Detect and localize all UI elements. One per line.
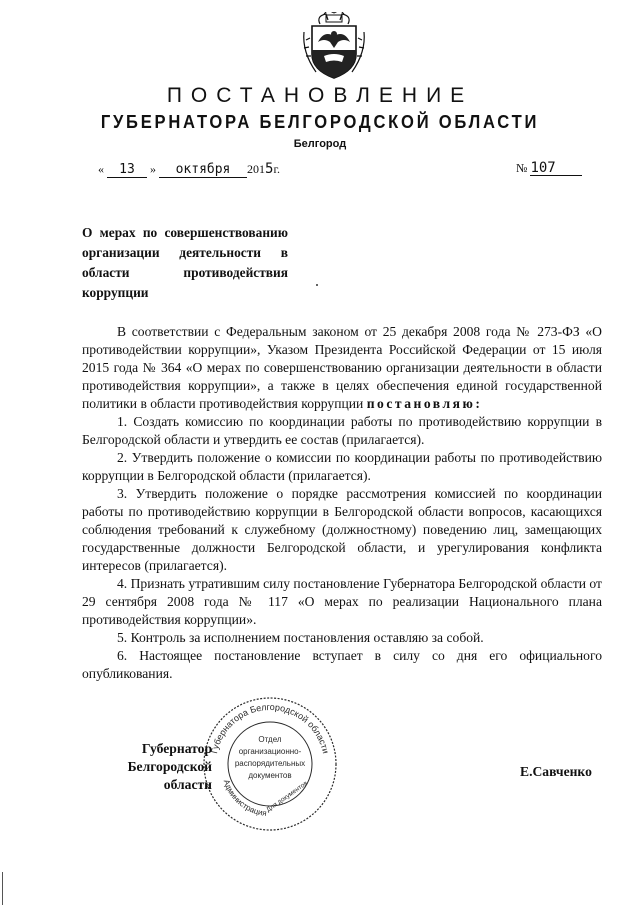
document-number bbox=[516, 161, 582, 176]
item-paragraph: 2. Утвердить положение о комиссии по координации работы по противодействию коррупции в Белгородской области (прилагается). bbox=[82, 450, 602, 483]
number-sign: № bbox=[516, 161, 528, 175]
date-month: октября bbox=[159, 163, 247, 178]
stamp-line: распорядительных bbox=[234, 759, 306, 768]
issuer-heading: ГУБЕРНАТОРА БЕЛГОРОДСКОЙ ОБЛАСТИ bbox=[100, 112, 540, 132]
date-day: 13 bbox=[107, 163, 147, 178]
date-year-digit: 5 bbox=[265, 161, 274, 177]
signatory-name: Е.Савченко bbox=[520, 764, 592, 779]
stamp-outer-text-bottom: Администрация bbox=[221, 778, 268, 818]
date-year-suffix: г. bbox=[273, 162, 281, 176]
office-stamp bbox=[200, 694, 340, 834]
resolve-word: постановляю: bbox=[366, 396, 483, 411]
document-body bbox=[82, 323, 602, 683]
preamble-paragraph bbox=[82, 323, 602, 413]
date-line bbox=[98, 161, 280, 178]
item-paragraph: 4. Признать утратившим силу постановление Губернатора Белгородской области от 29 сентября 2008 года № 117 «О мерах по реализации Национального плана противодействия коррупции». bbox=[82, 576, 602, 627]
document-title: О мерах по совершенствованию организации деятельности в области противодействия коррупции bbox=[82, 225, 288, 300]
item-paragraph: 3. Утвердить положение о порядке рассмотрения комиссией по координации работы по противодействию коррупции в Белгородской области вопросов, касающихся соблюдения требований к служебному (должностному) поведению лиц, замещающих государственные должности Белгородской области, и урегулирования конфликта интересов (прилагается). bbox=[82, 486, 602, 573]
preamble-text: В соответствии с Федеральным законом от 25 декабря 2008 года № 273-ФЗ «О противодействии коррупции», Указом Президента Российской Федерации от 15 июля 2015 года № 364 «О мерах по совершенствованию организации деятельности в области противодействия коррупции», а также в целях обеспечения единой государственной политики в области противодействия коррупции bbox=[82, 324, 602, 411]
stamp-line: организационно- bbox=[238, 747, 302, 756]
city-label: Белгород bbox=[293, 138, 347, 150]
stamp-bottom-text: Для документов bbox=[265, 779, 310, 814]
margin-mark bbox=[2, 872, 3, 905]
stamp-line: Отдел bbox=[258, 735, 282, 744]
item-paragraph: 6. Настоящее постановление вступает в силу со дня его официального опубликования. bbox=[82, 648, 602, 681]
number-value: 107 bbox=[530, 161, 582, 176]
stamp-line: документов bbox=[248, 771, 292, 780]
stray-dot bbox=[316, 284, 318, 286]
document-type-heading: ПОСТАНОВЛЕНИЕ bbox=[166, 84, 474, 107]
stamp-outer-text: Губернатора Белгородской области bbox=[209, 701, 331, 755]
item-paragraph: 1. Создать комиссию по координации работы по противодействию коррупции в Белгородской области и утвердить ее состав (прилагается). bbox=[82, 414, 602, 447]
coat-of-arms-emblem bbox=[298, 12, 370, 80]
date-close-quote: » bbox=[150, 162, 156, 176]
date-open-quote: « bbox=[98, 162, 104, 176]
date-year-prefix: 201 bbox=[247, 162, 265, 176]
signatory-title: Губернатор Белгородской области bbox=[127, 741, 212, 792]
item-paragraph: 5. Контроль за исполнением постановления оставляю за собой. bbox=[117, 630, 484, 645]
